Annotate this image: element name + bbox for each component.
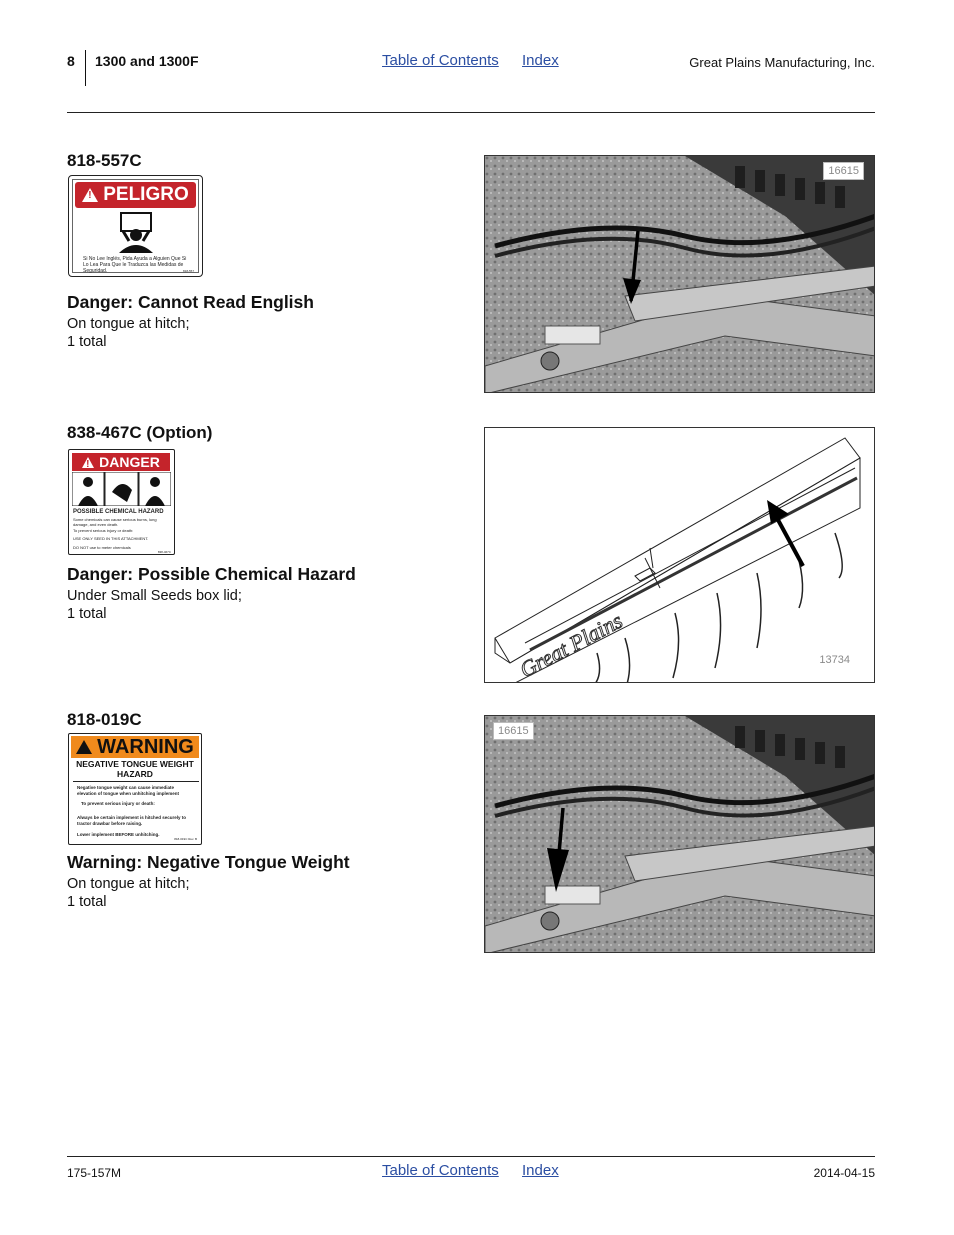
section-description-1: On tongue at hitch; 1 total bbox=[67, 316, 190, 350]
person-reading-icon bbox=[79, 211, 194, 253]
footer-rule bbox=[67, 1156, 875, 1157]
model-name: 1300 and 1300F bbox=[95, 53, 199, 69]
document-number: 175-157M bbox=[67, 1166, 122, 1180]
document-date: 2014-04-15 bbox=[813, 1166, 875, 1180]
section-title-1: Danger: Cannot Read English bbox=[67, 292, 314, 312]
part-number-3: 818-019C bbox=[67, 710, 142, 729]
decal-chemical-title: POSSIBLE CHEMICAL HAZARD bbox=[73, 509, 164, 515]
decal-chemical-prevent: To prevent serious injury or death: bbox=[73, 528, 134, 533]
decal-peligro-code: 818-557 bbox=[182, 269, 194, 273]
decal-peligro-banner: ! PELIGRO bbox=[75, 182, 196, 208]
drawing-seed-box bbox=[484, 427, 875, 683]
decal-danger-chemical bbox=[68, 449, 175, 555]
photo-hitch-1 bbox=[484, 155, 875, 393]
seed-box-line-drawing bbox=[485, 428, 875, 683]
decal-warning-text: Negative tongue weight can cause immediate elevation of tongue when unhitching implement bbox=[77, 785, 180, 796]
decal-warning-title: NEGATIVE TONGUE WEIGHT HAZARD bbox=[76, 759, 194, 779]
chemical-hazard-pictograms-icon bbox=[72, 472, 171, 506]
decal-peligro-text: Si No Lee Inglés, Pida Ayuda a Alguien Que Si Lo Lea Para Que le Traduzca las Medidas de Seguridad. bbox=[83, 256, 187, 274]
decal-warning-bullet-2: Lower implement BEFORE unhitching. bbox=[77, 832, 160, 837]
footer-index-link[interactable]: Index bbox=[522, 1162, 559, 1179]
decal-chemical-bullet-2: DO NOT use to meter chemicals bbox=[73, 545, 131, 550]
warning-triangle-icon bbox=[82, 188, 98, 202]
decal-danger-banner: ! DANGER bbox=[72, 453, 170, 471]
hitch-photo-illustration-2 bbox=[485, 716, 875, 953]
footer-toc-link[interactable]: Table of Contents bbox=[382, 1162, 499, 1179]
figure-number-1: 16615 bbox=[823, 162, 864, 180]
warning-triangle-icon-2 bbox=[76, 740, 92, 754]
page-number: 8 bbox=[67, 53, 75, 69]
header-toc-link[interactable]: Table of Contents bbox=[382, 52, 499, 69]
section-description-2: Under Small Seeds box lid; 1 total bbox=[67, 588, 242, 622]
part-number-1: 818-557C bbox=[67, 151, 142, 170]
decal-warning-banner: ! WARNING bbox=[71, 736, 199, 758]
photo-hitch-2 bbox=[484, 715, 875, 953]
figure-number-2: 13734 bbox=[819, 654, 850, 666]
decal-chemical-code: 838-467C bbox=[157, 550, 171, 554]
section-title-2: Danger: Possible Chemical Hazard bbox=[67, 564, 356, 584]
decal-warning-code: 818-019C Rev. B bbox=[174, 837, 197, 841]
decal-chemical-bullet-1: USE ONLY SEED IN THIS ATTACHMENT. bbox=[73, 536, 149, 541]
section-description-3: On tongue at hitch; 1 total bbox=[67, 876, 190, 910]
header-index-link[interactable]: Index bbox=[522, 52, 559, 69]
danger-triangle-icon bbox=[82, 457, 94, 468]
decal-warning-prevent: To prevent serious injury or death: bbox=[81, 801, 155, 806]
hitch-photo-illustration bbox=[485, 156, 875, 393]
decal-warning-tongue bbox=[68, 733, 202, 845]
section-title-3: Warning: Negative Tongue Weight bbox=[67, 852, 350, 872]
decal-warning-bullet-1: Always be certain implement is hitched securely to tractor drawbar before raising. bbox=[77, 815, 187, 826]
figure-number-3: 16615 bbox=[493, 722, 534, 740]
drawing-brand-text: Great Plains bbox=[515, 607, 627, 683]
decal-chemical-text: Some chemicals can cause serious burns, lung damage, and even death. bbox=[73, 517, 157, 527]
header-rule bbox=[67, 112, 875, 113]
part-number-2: 838-467C (Option) bbox=[67, 423, 213, 442]
decal-peligro bbox=[68, 175, 203, 277]
company-name: Great Plains Manufacturing, Inc. bbox=[689, 55, 875, 70]
header-divider bbox=[85, 50, 86, 86]
